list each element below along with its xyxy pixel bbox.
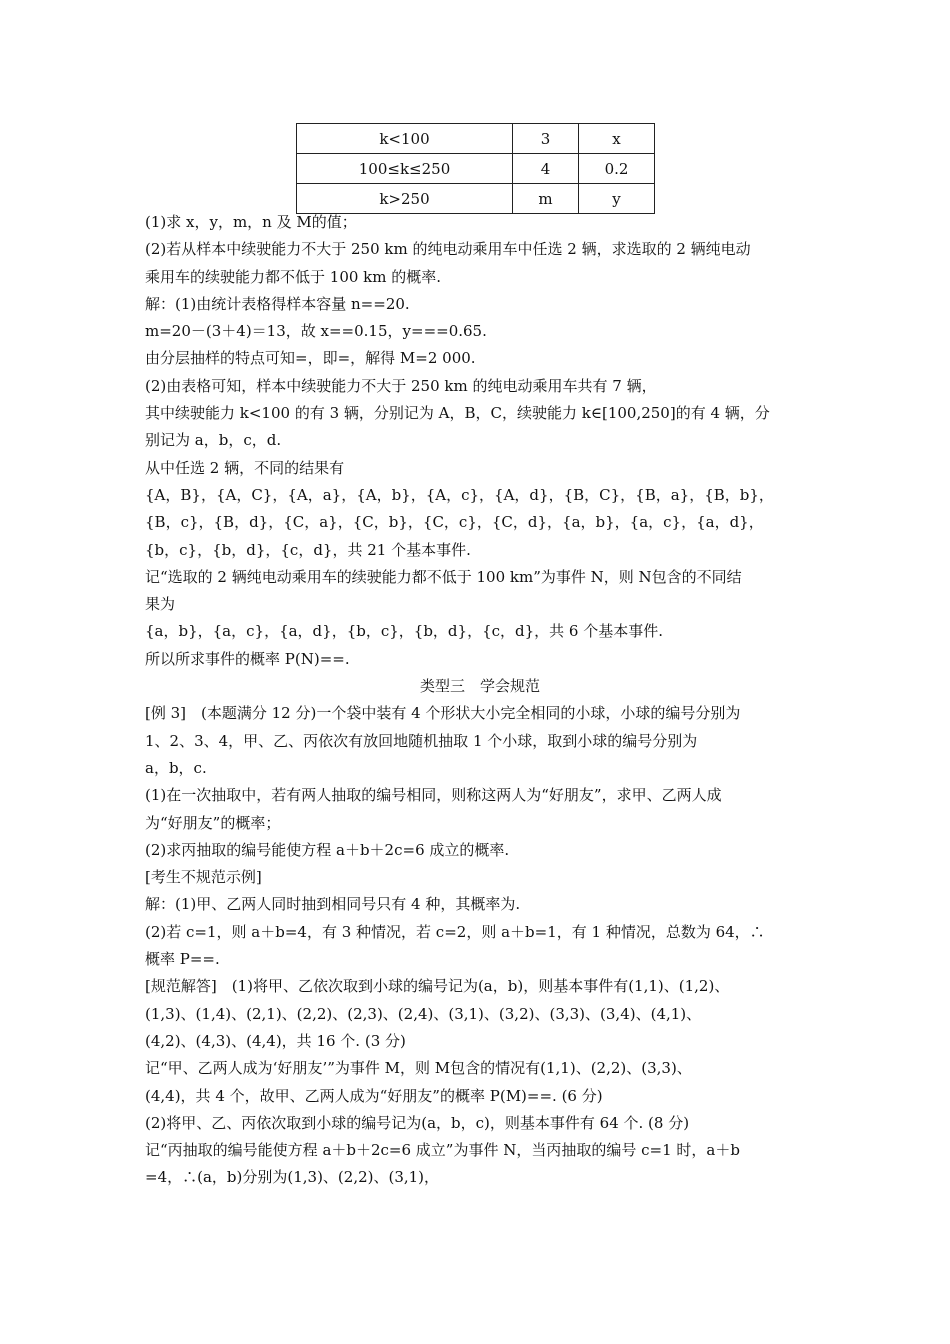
text-line: {B，c}，{B，d}，{C，a}，{C，b}，{C，c}，{C，d}，{a，b}，{a，c}，{a，d}， [145, 513, 764, 532]
text-line: 别记为 a，b，c，d. [145, 431, 282, 450]
text-line: (2)若 c=1，则 a＋b=4，有 3 种情况，若 c=2，则 a＋b=1，有 1 种情况，总数为 64，∴ [145, 922, 765, 941]
text-line: 乘用车的续驶能力都不低于 100 km 的概率. [145, 267, 442, 286]
section-heading: 类型三 学会规范 [419, 677, 540, 696]
text-line: 所以所求事件的概率 P(N)==. [145, 649, 350, 668]
text-line: (1)在一次抽取中，若有两人抽取的编号相同，则称这两人为“好朋友”，求甲、乙两人成 [145, 786, 722, 805]
text-line: (2)将甲、乙、丙依次取到小球的编号记为(a，b，c)，则基本事件有 64 个. (8 分) [145, 1113, 690, 1132]
text-line: 其中续驶能力 k<100 的有 3 辆，分别记为 A，B，C，续驶能力 k∈[100,250]的有 4 辆，分 [145, 404, 770, 423]
table-row [297, 154, 655, 184]
text-line: (4,2)、(4,3)、(4,4)，共 16 个. (3 分) [145, 1031, 406, 1050]
range-count-frequency-table [296, 123, 655, 214]
text-line: 解：(1)由统计表格得样本容量 n==20. [145, 294, 410, 313]
text-line: (1,3)、(1,4)、(2,1)、(2,2)、(2,3)、(2,4)、(3,1)、(3,2)、(3,3)、(3,4)、(4,1)、 [145, 1004, 702, 1023]
table-cell: 100≤k≤250 [297, 154, 513, 184]
text-line: [例 3] (本题满分 12 分)一个袋中装有 4 个形状大小完全相同的小球，小球的编号分别为 [145, 704, 741, 723]
table-cell: 4 [513, 154, 579, 184]
text-line: (2)若从样本中续驶能力不大于 250 km 的纯电动乘用车中任选 2 辆，求选取的 2 辆纯电动 [145, 240, 751, 259]
text-line: [考生不规范示例] [145, 868, 262, 887]
text-line: [规范解答] (1)将甲、乙依次取到小球的编号记为(a，b)，则基本事件有(1,1)、(1,2)、 [145, 977, 730, 996]
table-cell: 3 [513, 124, 579, 154]
text-line: 为“好朋友”的概率； [145, 813, 281, 832]
text-line: a，b，c. [145, 758, 207, 777]
text-line: =4，∴(a，b)分别为(1,3)、(2,2)、(3,1)， [145, 1168, 440, 1187]
text-line: (2)求丙抽取的编号能使方程 a＋b＋2c=6 成立的概率. [145, 840, 510, 859]
text-line: {b，c}，{b，d}，{c，d}，共 21 个基本事件. [145, 540, 471, 559]
table-cell: y [579, 184, 655, 214]
text-line: {a，b}，{a，c}，{a，d}，{b，c}，{b，d}，{c，d}，共 6 个基本事件. [145, 622, 664, 641]
text-line: (4,4)，共 4 个，故甲、乙两人成为“好朋友”的概率 P(M)==. (6 分) [145, 1086, 603, 1105]
text-line: 从中任选 2 辆，不同的结果有 [145, 458, 345, 477]
table-cell: k<100 [297, 124, 513, 154]
text-line: 1、2、3、4，甲、乙、丙依次有放回地随机抽取 1 个小球，取到小球的编号分别为 [145, 731, 698, 750]
text-line: 解：(1)甲、乙两人同时抽到相同号只有 4 种，其概率为. [145, 895, 521, 914]
solution-text [145, 209, 815, 1192]
text-line: 记“丙抽取的编号能使方程 a＋b＋2c=6 成立”为事件 N，当丙抽取的编号 c=1 时，a＋b [145, 1141, 740, 1160]
table-cell: 0.2 [579, 154, 655, 184]
text-line: 果为 [145, 595, 176, 614]
text-line: 由分层抽样的特点可知=，即=，解得 M=2 000. [145, 349, 476, 368]
table-cell: k>250 [297, 184, 513, 214]
text-line: 记“甲、乙两人成为‘好朋友’”为事件 M，则 M包含的情况有(1,1)、(2,2)、(3,3)、 [145, 1059, 692, 1078]
text-line: 记“选取的 2 辆纯电动乘用车的续驶能力都不低于 100 km”为事件 N，则 N包含的不同结 [145, 567, 742, 586]
text-line: m=20－(3＋4)＝13，故 x==0.15，y===0.65. [145, 322, 487, 341]
text-line: {A，B}，{A，C}，{A，a}，{A，b}，{A，c}，{A，d}，{B，C}，{B，a}，{B，b}， [145, 485, 774, 504]
table-cell: x [579, 124, 655, 154]
text-line: 概率 P==. [145, 950, 220, 969]
text-line: (2)由表格可知，样本中续驶能力不大于 250 km 的纯电动乘用车共有 7 辆， [145, 376, 657, 395]
text-line: (1)求 x，y，m，n 及 M的值； [145, 213, 357, 231]
table-cell: m [513, 184, 579, 214]
table-row [297, 124, 655, 154]
